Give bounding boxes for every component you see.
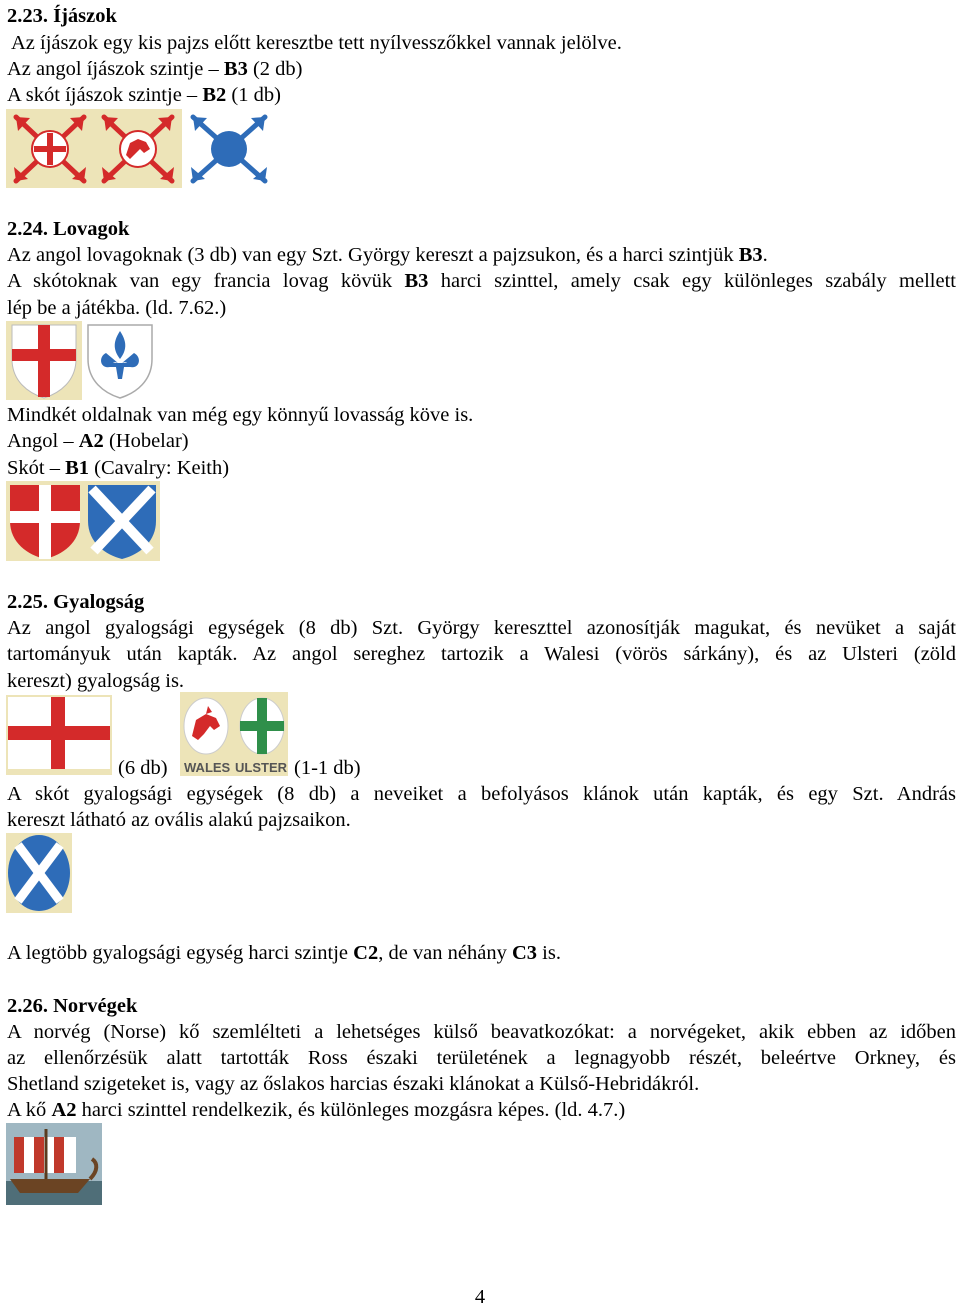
scottish-infantry-shield: [6, 833, 72, 913]
infantry-text-5: kereszt látható az ovális alakú pajzsaikon.: [7, 809, 351, 831]
infantry-text-2: tartományuk után kapták. Az angol sereghez tartozik a Walesi (vörös sárkány), és az Ulsteri (zöld: [7, 643, 956, 665]
knights-text-4: Mindkét oldalnak van még egy könnyű lovasság köve is.: [7, 404, 474, 426]
page-number: 4: [474, 1286, 486, 1308]
infantry-text-6: A legtöbb gyalogsági egység harci szintje C2, de van néhány C3 is.: [7, 942, 561, 964]
english-infantry-count: (6 db): [118, 757, 168, 779]
french-knight-shield: [82, 321, 158, 400]
norse-text-1: A norvég (Norse) kő szemlélteti a lehetséges külső beavatkozókat: a norvégeket, akik ebben az időben: [7, 1021, 956, 1043]
section-title-knights: 2.24. Lovagok: [7, 218, 130, 240]
welsh-archer-tile: [94, 109, 182, 188]
knights-text-6: Skót – B1 (Cavalry: Keith): [7, 457, 230, 479]
archers-text-1: Az íjászok egy kis pajzs előtt keresztbe tett nyílvesszőkkel vannak jelölve.: [7, 32, 622, 54]
archers-text-2: Az angol íjászok szintje – B3 (2 db): [7, 58, 303, 80]
knights-text-1: Az angol lovagoknak (3 db) van egy Szt. György kereszt a pajzsukon, és a harci szintjük B3.: [7, 244, 768, 266]
scottish-cavalry-shield: [84, 481, 160, 561]
english-hobelar-shield: [6, 481, 84, 561]
english-knight-shield: [6, 321, 82, 400]
infantry-text-4: A skót gyalogsági egységek (8 db) a neveiket a befolyásos klánok után kapták, és egy Szt. András: [7, 783, 956, 805]
viking-ship-image: [6, 1123, 102, 1205]
scottish-archer-tile: [183, 109, 275, 188]
norse-text-2: az ellenőrzésük alatt tartották Ross északi területének a legnagyobb részét, beleértve Orkney, és: [7, 1047, 956, 1069]
section-title-infantry: 2.25. Gyalogság: [7, 591, 145, 613]
infantry-text-3: kereszt) gyalogság is.: [7, 670, 185, 692]
knights-text-2: A skótoknak van egy francia lovag kövük B3 harci szinttel, amely csak egy különleges szabály mellett: [7, 270, 956, 292]
welsh-ulster-infantry-tile: [180, 692, 288, 776]
knights-text-5: Angol – A2 (Hobelar): [7, 430, 189, 452]
welsh-ulster-count: (1-1 db): [294, 757, 361, 779]
norse-text-3: Shetland szigeteket is, vagy az őslakos harcias északi klánokat a Külső-Hebridákról.: [7, 1073, 700, 1095]
english-infantry-flag: [6, 695, 112, 775]
section-title-archers: 2.23. Íjászok: [7, 5, 117, 27]
english-archer-tile: [6, 109, 94, 188]
section-title-norse: 2.26. Norvégek: [7, 995, 138, 1017]
knights-text-3: lép be a játékba. (ld. 7.62.): [7, 297, 227, 319]
infantry-text-1: Az angol gyalogsági egységek (8 db) Szt. György kereszttel azonosítják magukat, és nevüket a saját: [7, 617, 956, 639]
archers-text-3: A skót íjászok szintje – B2 (1 db): [7, 84, 281, 106]
wales-label: WALES: [184, 760, 231, 775]
norse-text-4: A kő A2 harci szinttel rendelkezik, és különleges mozgásra képes. (ld. 4.7.): [7, 1099, 626, 1121]
ulster-label: ULSTER: [235, 760, 287, 775]
